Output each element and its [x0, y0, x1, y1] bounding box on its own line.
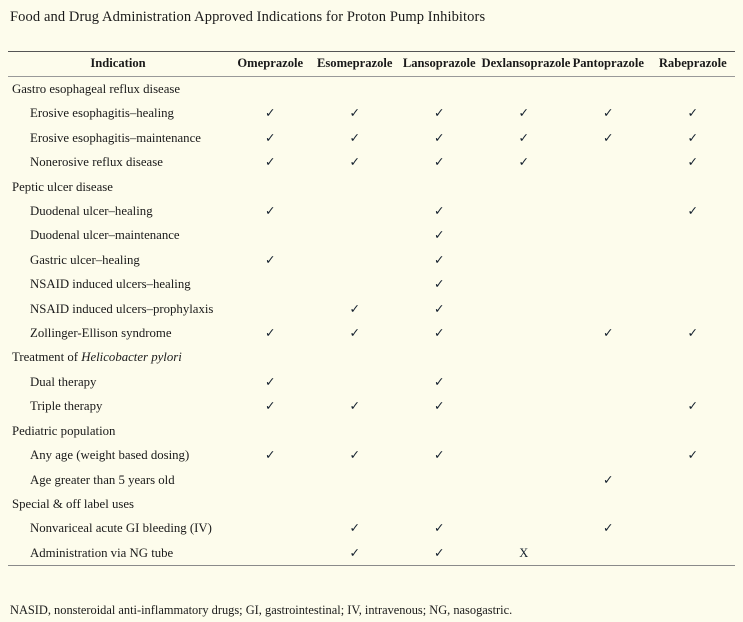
cell-marked: [313, 541, 398, 565]
check-icon: ✓: [603, 106, 614, 121]
cell-empty: [228, 516, 313, 540]
check-icon: ✓: [434, 326, 445, 341]
table-row: [8, 394, 735, 418]
cell-empty: [482, 516, 567, 540]
check-icon: ✓: [434, 545, 445, 560]
cell-marked: [482, 150, 567, 174]
row-indication-label: Dual therapy: [30, 374, 97, 389]
cell-marked: [313, 150, 398, 174]
table-row: [8, 541, 735, 565]
cell-marked: [566, 101, 651, 125]
check-icon: ✓: [349, 545, 360, 560]
cell-marked: [397, 516, 482, 540]
cell-empty: [482, 419, 567, 443]
row-indication-label: Gastric ulcer–healing: [30, 252, 140, 267]
check-icon: ✓: [434, 374, 445, 389]
cell-empty: [482, 492, 567, 516]
cell-empty: [397, 345, 482, 369]
row-indication-label: Zollinger-Ellison syndrome: [30, 326, 172, 341]
cell-marked: [566, 516, 651, 540]
check-icon: ✓: [265, 155, 276, 170]
table-body: [8, 77, 735, 566]
cell-marked: [566, 468, 651, 492]
check-icon: ✓: [349, 521, 360, 536]
column-header-dexlansoprazole: Dexlansoprazole: [481, 56, 571, 70]
cell-marked: [651, 321, 736, 345]
cell-empty: [566, 223, 651, 247]
cell-marked: [651, 394, 736, 418]
scientific-name: Helicobacter pylori: [81, 350, 182, 365]
cell-marked: [397, 101, 482, 125]
cell-empty: [482, 272, 567, 296]
cell-marked: [313, 321, 398, 345]
table-row: [8, 77, 735, 102]
cell-marked: [397, 297, 482, 321]
cell-empty: [228, 297, 313, 321]
cell-empty: [313, 199, 398, 223]
cell-marked: [566, 321, 651, 345]
cell-empty: [482, 394, 567, 418]
check-icon: ✓: [265, 204, 276, 219]
cell-marked: [397, 248, 482, 272]
cell-empty: [482, 345, 567, 369]
row-category-label: Treatment of Helicobacter pylori: [12, 350, 182, 365]
cell-empty: [482, 321, 567, 345]
cell-empty: [566, 150, 651, 174]
table-row: [8, 468, 735, 492]
column-header-lansoprazole: Lansoprazole: [402, 56, 476, 70]
row-category-label: Peptic ulcer disease: [12, 179, 113, 194]
cell-empty: [651, 248, 736, 272]
cell-empty: [566, 492, 651, 516]
cell-empty: [482, 223, 567, 247]
cell-marked: [397, 272, 482, 296]
check-icon: ✓: [434, 521, 445, 536]
cell-marked: [482, 101, 567, 125]
row-indication-label: NSAID induced ulcers–prophylaxis: [30, 301, 214, 316]
cell-empty: [651, 492, 736, 516]
cell-empty: [651, 419, 736, 443]
cell-empty: [651, 370, 736, 394]
cell-marked: [228, 101, 313, 125]
cell-empty: [313, 492, 398, 516]
row-indication-label: Nonerosive reflux disease: [30, 155, 163, 170]
table-row: [8, 370, 735, 394]
table-container: [0, 51, 743, 565]
cell-empty: [482, 370, 567, 394]
cell-marked: [651, 150, 736, 174]
check-icon: ✓: [434, 252, 445, 267]
table-row: [8, 101, 735, 125]
cell-marked: [228, 443, 313, 467]
cell-marked: [651, 443, 736, 467]
cell-empty: [482, 443, 567, 467]
check-icon: ✓: [518, 155, 529, 170]
check-icon: ✓: [265, 374, 276, 389]
cell-empty: [566, 77, 651, 102]
cell-empty: [651, 516, 736, 540]
table-footnote: NASID, nonsteroidal anti-inflammatory drugs; GI, gastrointestinal; IV, intravenous; NG, nasogastric.: [10, 603, 513, 618]
cell-empty: [566, 248, 651, 272]
table-row: [8, 272, 735, 296]
check-icon: ✓: [434, 130, 445, 145]
cell-empty: [651, 223, 736, 247]
row-indication-label: Duodenal ulcer–maintenance: [30, 228, 180, 243]
cell-empty: [651, 297, 736, 321]
cell-marked: [228, 321, 313, 345]
cell-marked: [313, 394, 398, 418]
check-icon: ✓: [687, 326, 698, 341]
check-icon: ✓: [603, 326, 614, 341]
check-icon: ✓: [265, 252, 276, 267]
cell-empty: [228, 541, 313, 565]
check-icon: ✓: [518, 106, 529, 121]
row-indication-label: NSAID induced ulcers–healing: [30, 277, 191, 292]
cell-marked: [397, 199, 482, 223]
cell-empty: [482, 468, 567, 492]
column-header-indication: Indication: [90, 56, 146, 70]
cell-empty: [482, 175, 567, 199]
cell-marked: [228, 370, 313, 394]
cell-empty: [228, 272, 313, 296]
cell-marked: [397, 370, 482, 394]
cell-marked: [313, 101, 398, 125]
table-row: [8, 297, 735, 321]
cell-empty: [313, 345, 398, 369]
check-icon: ✓: [349, 301, 360, 316]
cell-empty: [566, 419, 651, 443]
cell-empty: [228, 223, 313, 247]
check-icon: ✓: [349, 448, 360, 463]
cell-empty: [228, 175, 313, 199]
cell-empty: [313, 223, 398, 247]
cell-empty: [566, 345, 651, 369]
column-header-omeprazole: Omeprazole: [237, 56, 304, 70]
cell-empty: [482, 297, 567, 321]
row-category-label: Gastro esophageal reflux disease: [12, 82, 181, 96]
check-icon: ✓: [349, 155, 360, 170]
check-icon: ✓: [434, 301, 445, 316]
cell-marked: [651, 199, 736, 223]
cell-empty: [651, 345, 736, 369]
cell-empty: [228, 345, 313, 369]
check-icon: ✓: [687, 155, 698, 170]
check-icon: ✓: [265, 399, 276, 414]
cell-empty: [566, 541, 651, 565]
cell-marked: [313, 443, 398, 467]
cell-empty: [313, 272, 398, 296]
check-icon: ✓: [349, 326, 360, 341]
cell-empty: [313, 370, 398, 394]
row-indication-label: Triple therapy: [30, 399, 103, 414]
row-indication-label: Age greater than 5 years old: [30, 472, 175, 487]
cell-marked: [651, 126, 736, 150]
row-indication-label: Erosive esophagitis–healing: [30, 106, 174, 121]
cell-empty: [397, 492, 482, 516]
page-title: Food and Drug Administration Approved Indications for Proton Pump Inhibitors: [10, 9, 486, 25]
cell-empty: [566, 175, 651, 199]
row-indication-label: Nonvariceal acute GI bleeding (IV): [30, 521, 212, 536]
cell-marked: [397, 223, 482, 247]
check-icon: ✓: [265, 130, 276, 145]
check-icon: ✓: [434, 204, 445, 219]
table-row: [8, 150, 735, 174]
cell-empty: [228, 468, 313, 492]
cell-empty: [651, 468, 736, 492]
table-row: [8, 126, 735, 150]
cell-empty: [482, 199, 567, 223]
cell-empty: [566, 394, 651, 418]
check-icon: ✓: [434, 277, 445, 292]
table-row: [8, 223, 735, 247]
table-row: [8, 492, 735, 516]
check-icon: ✓: [265, 326, 276, 341]
check-icon: ✓: [603, 130, 614, 145]
table-row: [8, 516, 735, 540]
cell-marked: [397, 126, 482, 150]
cell-empty: [228, 492, 313, 516]
check-icon: ✓: [603, 521, 614, 536]
table-row: [8, 175, 735, 199]
check-icon: ✓: [265, 106, 276, 121]
cell-marked: [228, 394, 313, 418]
cell-empty: [397, 175, 482, 199]
table-row: [8, 199, 735, 223]
table-row: [8, 321, 735, 345]
check-icon: ✓: [349, 130, 360, 145]
check-icon: ✓: [434, 399, 445, 414]
cell-empty: [397, 419, 482, 443]
cell-marked: [482, 126, 567, 150]
check-icon: ✓: [434, 155, 445, 170]
cell-empty: [566, 297, 651, 321]
cell-empty: [566, 272, 651, 296]
cell-empty: [566, 370, 651, 394]
cell-empty: [651, 541, 736, 565]
cell-marked: [397, 541, 482, 565]
cell-empty: [313, 419, 398, 443]
check-icon: ✓: [603, 472, 614, 487]
check-icon: ✓: [434, 448, 445, 463]
row-indication-label: Duodenal ulcer–healing: [30, 204, 153, 219]
cross-icon: X: [519, 545, 529, 560]
cell-empty: [651, 175, 736, 199]
cell-marked: [313, 126, 398, 150]
cell-marked: [397, 321, 482, 345]
check-icon: ✓: [687, 399, 698, 414]
cell-marked: [566, 126, 651, 150]
column-header-rabeprazole: Rabeprazole: [658, 56, 727, 70]
table-header: [8, 52, 735, 77]
check-icon: ✓: [349, 399, 360, 414]
cell-empty: [566, 443, 651, 467]
check-icon: ✓: [687, 448, 698, 463]
check-icon: ✓: [434, 228, 445, 243]
check-icon: ✓: [687, 130, 698, 145]
cell-empty: [651, 77, 736, 102]
table-row: [8, 419, 735, 443]
cell-empty: [313, 248, 398, 272]
check-icon: ✓: [687, 106, 698, 121]
check-icon: ✓: [687, 204, 698, 219]
cell-marked: [651, 101, 736, 125]
check-icon: ✓: [518, 130, 529, 145]
cell-empty: [228, 77, 313, 102]
cell-empty: [313, 77, 398, 102]
table-row: [8, 248, 735, 272]
column-header-pantoprazole: Pantoprazole: [572, 56, 644, 70]
cell-empty: [397, 468, 482, 492]
cell-empty: [397, 77, 482, 102]
row-category-label: Pediatric population: [12, 423, 116, 438]
cell-marked: [313, 516, 398, 540]
cell-marked: [228, 199, 313, 223]
cell-empty: [482, 77, 567, 102]
cell-marked: [482, 541, 567, 565]
cell-marked: [313, 297, 398, 321]
check-icon: ✓: [434, 106, 445, 121]
ppi-indications-table: [8, 51, 735, 565]
cell-marked: [228, 248, 313, 272]
cell-empty: [228, 419, 313, 443]
cell-marked: [397, 443, 482, 467]
cell-empty: [482, 248, 567, 272]
row-category-label: Special & off label uses: [12, 496, 135, 511]
cell-marked: [228, 150, 313, 174]
table-header-row: [8, 52, 735, 77]
cell-empty: [651, 272, 736, 296]
cell-marked: [397, 394, 482, 418]
row-indication-label: Erosive esophagitis–maintenance: [30, 130, 201, 145]
cell-empty: [313, 175, 398, 199]
table-row: [8, 443, 735, 467]
table-row: [8, 345, 735, 369]
row-indication-label: Administration via NG tube: [30, 545, 174, 560]
cell-empty: [313, 468, 398, 492]
cell-marked: [397, 150, 482, 174]
check-icon: ✓: [265, 448, 276, 463]
row-indication-label: Any age (weight based dosing): [30, 448, 190, 463]
cell-empty: [566, 199, 651, 223]
check-icon: ✓: [349, 106, 360, 121]
cell-marked: [228, 126, 313, 150]
column-header-esomeprazole: Esomeprazole: [316, 56, 393, 70]
